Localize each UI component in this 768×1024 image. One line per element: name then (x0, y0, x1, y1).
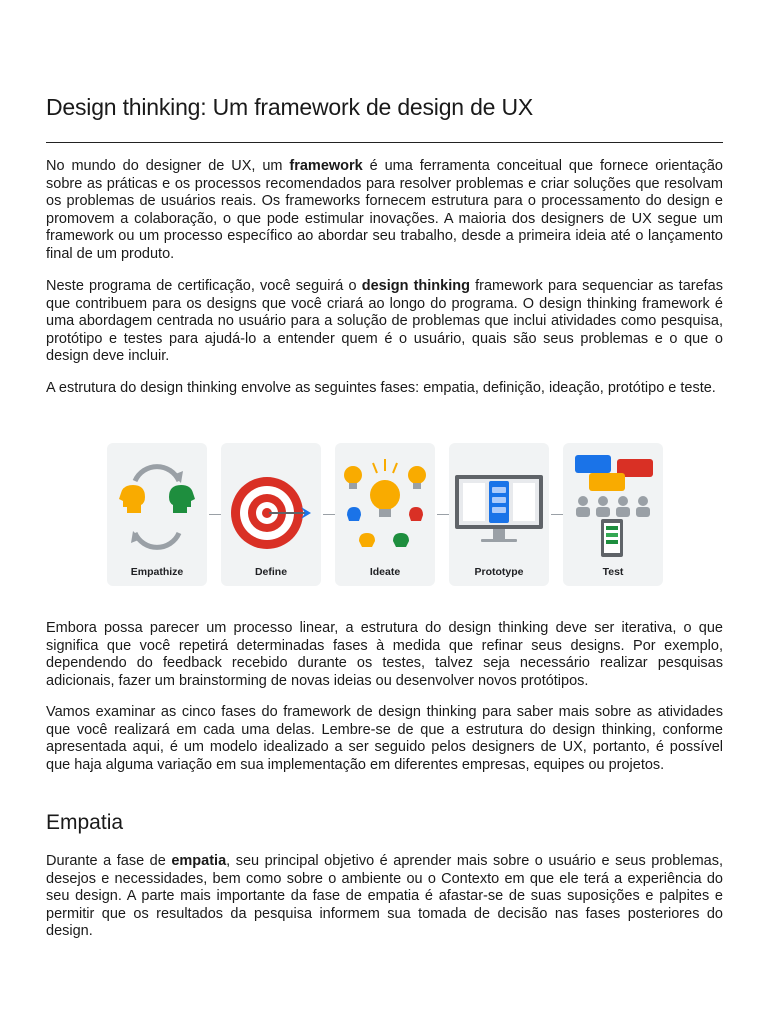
phase-card-define (221, 443, 321, 586)
paragraph-empatia: Durante a fase de empatia, seu principal objetivo é aprender mais sobre o usuário e seus problemas, desejos e necessidades, bem como sobre o ambiente ou o Contexto em que ele terá a experiência do seu design. A parte mais importante da fase de empatia é afastar-se de suas suposições e palpites e permitir que os resultados da pesquisa informem sua tomada de decisão nas fases posteriores do design. (46, 853, 723, 939)
phase-connector (437, 514, 449, 515)
term-empatia: empatia (171, 853, 227, 869)
phase-connector (551, 514, 563, 515)
monitor-icon (449, 449, 549, 559)
phase-label-test: Test (602, 566, 624, 578)
phase-connector (323, 514, 335, 515)
page-title: Design thinking: Um framework de design de UX (46, 94, 534, 120)
phase-card-empathize (107, 443, 207, 586)
chat-users-icon (563, 449, 663, 559)
design-thinking-phases (107, 443, 664, 586)
title-divider (46, 142, 723, 143)
section-heading-empatia: Empatia (46, 811, 124, 834)
phase-label-define: Define (254, 566, 288, 578)
term-framework: framework (289, 158, 363, 174)
lightbulb-icon (335, 449, 435, 559)
phase-label-empathize: Empathize (130, 566, 184, 578)
intro-paragraph-3: A estrutura do design thinking envolve as seguintes fases: empatia, definição, ideação, protótipo e teste. (46, 380, 716, 396)
phase-card-ideate (335, 443, 435, 586)
empathize-icon (107, 449, 207, 559)
paragraph-iterative: Embora possa parecer um processo linear, a estrutura do design thinking deve ser iterativa, o que significa que você repetirá determinadas fases à medida que refinar seus designs. Por exemplo, dependendo do feedback recebido durante os testes, talvez seja necessário realizar pesquisas adicionais, fazer um brainstorming de novas ideias ou desenvolver novos protótipos. (46, 620, 723, 689)
phase-card-test (563, 443, 663, 586)
phase-label-ideate: Ideate (369, 566, 401, 578)
phase-card-prototype (449, 443, 549, 586)
term-design-thinking: design thinking (361, 278, 470, 294)
phase-connector (209, 514, 221, 515)
paragraph-five-phases: Vamos examinar as cinco fases do framework de design thinking para saber mais sobre as atividades que você realizará em cada uma delas. Lembre-se de que a estrutura do design thinking, conforme apresentada aqui, é um modelo idealizado a ser seguido pelos designers de UX, portanto, é possível que haja alguma variação em sua implementação em diferentes empresas, equipes ou projetos. (46, 704, 723, 773)
intro-paragraph-2: Neste programa de certificação, você seguirá o design thinking framework para sequenciar as tarefas que contribuem para os designs que você criará ao longo do programa. O design thinking framework é uma abordagem centrada no usuário para a solução de problemas que inclui atividades como pesquisa, protótipo e testes para ajudá-lo a entender quem é o usuário, quais são seus problemas e o que o design deve incluir. (46, 278, 723, 364)
intro-paragraph-1: No mundo do designer de UX, um framework é uma ferramenta conceitual que fornece orientação sobre as práticas e os processos recomendados para resolver problemas e criar soluções que resolvam os problemas de usuários reais. Os frameworks fornecem estrutura para o processamento do design e promovem a colaboração, o que pode estimular inovações. A maioria dos designers de UX segue um framework ou um processo específico ao abordar seu trabalho, desde a primeira ideia até o lançamento final de um produto. (46, 158, 723, 262)
phase-label-prototype: Prototype (474, 566, 524, 578)
target-icon (221, 449, 321, 559)
